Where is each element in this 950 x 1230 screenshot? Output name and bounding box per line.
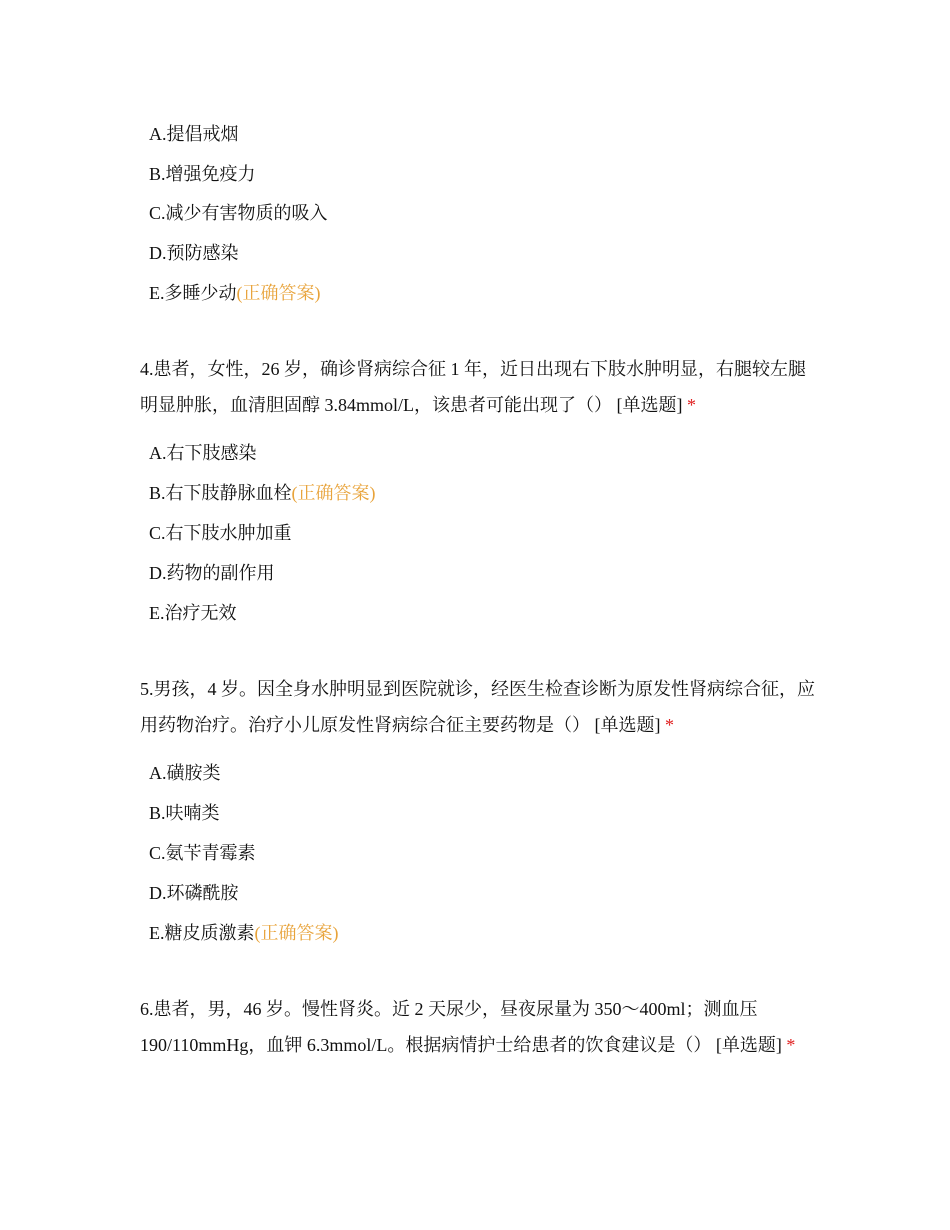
q6-stem [140, 991, 810, 1063]
q5-option-b[interactable] [149, 801, 220, 825]
q4-option-e-text: E.治疗无效 [149, 603, 237, 623]
q4-option-e[interactable] [149, 601, 237, 625]
q4-option-c[interactable] [149, 521, 292, 545]
q4-option-d-text: D.药物的副作用 [149, 563, 275, 583]
q3-option-b[interactable] [149, 162, 256, 186]
q3-option-d-text: D.预防感染 [149, 243, 239, 263]
q5-option-e-text: E.糖皮质激素 [149, 923, 255, 943]
correct-answer-mark: (正确答案) [291, 483, 376, 503]
q5-option-a[interactable] [149, 761, 221, 785]
q3-option-b-text: B.增强免疫力 [149, 164, 256, 184]
q6-stem-text: 6.患者，男，46 岁。慢性肾炎。近 2 天尿少，昼夜尿量为 350～400ml；测血压 190/110mmHg，血钾 6.3mmol/L。根据病情护士给患者的饮食建议是（） [单选题] [140, 999, 787, 1055]
q4-option-a-text: A.右下肢感染 [149, 443, 257, 463]
required-asterisk: * [687, 395, 696, 415]
q3-option-c[interactable] [149, 201, 328, 225]
required-asterisk: * [786, 1035, 796, 1055]
q4-option-a[interactable] [149, 441, 257, 465]
q4-option-d[interactable] [149, 561, 275, 585]
correct-answer-mark: (正确答案) [254, 923, 339, 943]
q3-option-e[interactable] [149, 281, 321, 305]
q5-option-c-text: C.氨苄青霉素 [149, 843, 256, 863]
q3-option-c-text: C.减少有害物质的吸入 [149, 203, 328, 223]
required-asterisk: * [665, 715, 674, 735]
q4-option-b[interactable] [149, 481, 376, 505]
q5-option-d-text: D.环磷酰胺 [149, 883, 239, 903]
q4-stem [140, 351, 820, 423]
q5-stem-text: 5.男孩，4 岁。因全身水肿明显到医院就诊，经医生检查诊断为原发性肾病综合征，应用药物治疗。治疗小儿原发性肾病综合征主要药物是（） [单选题] [140, 679, 815, 735]
q4-stem-text: 4.患者，女性，26 岁，确诊肾病综合征 1 年，近日出现右下肢水肿明显，右腿较左腿明显肿胀，血清胆固醇 3.84mmol/L，该患者可能出现了（） [单选题] [140, 359, 806, 415]
q5-option-a-text: A.磺胺类 [149, 763, 221, 783]
q3-option-a-text: A.提倡戒烟 [149, 124, 239, 144]
q3-option-e-text: E.多睡少动 [149, 283, 237, 303]
q3-option-a[interactable] [149, 122, 239, 146]
correct-answer-mark: (正确答案) [236, 283, 321, 303]
q5-stem [140, 671, 820, 743]
q4-option-b-text: B.右下肢静脉血栓 [149, 483, 292, 503]
q4-option-c-text: C.右下肢水肿加重 [149, 523, 292, 543]
q3-option-d[interactable] [149, 241, 239, 265]
q5-option-b-text: B.呋喃类 [149, 803, 220, 823]
q5-option-c[interactable] [149, 841, 256, 865]
q5-option-e[interactable] [149, 921, 339, 945]
q5-option-d[interactable] [149, 881, 239, 905]
